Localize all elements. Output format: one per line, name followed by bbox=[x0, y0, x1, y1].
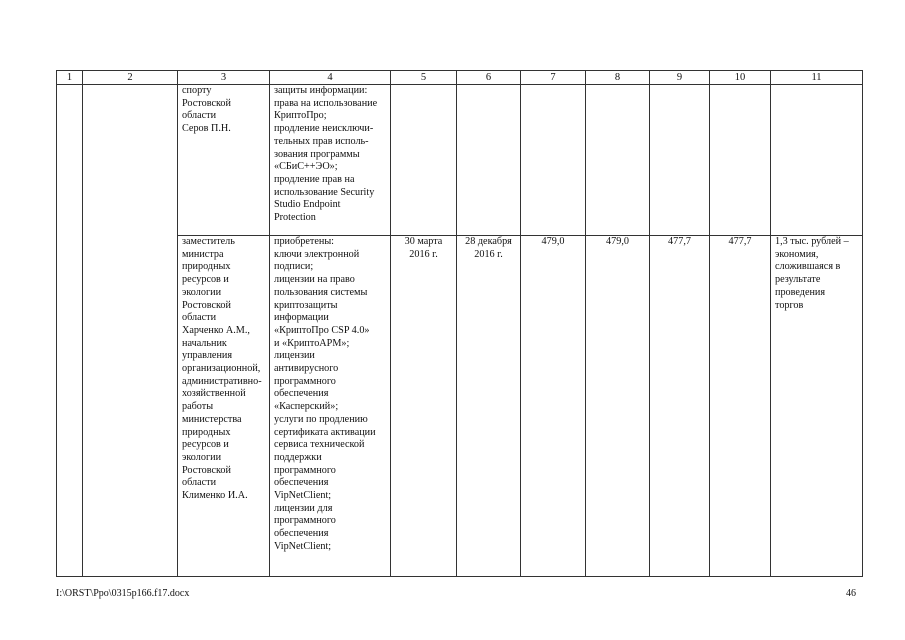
header-cell-8: 8 bbox=[586, 71, 650, 85]
cell-value-8 bbox=[586, 85, 650, 236]
cell-note bbox=[771, 85, 863, 236]
cell-value-8: 479,0 bbox=[586, 236, 650, 577]
cell-end-date bbox=[457, 85, 521, 236]
cell-responsible: спорту Ростовской области Серов П.Н. bbox=[178, 85, 270, 236]
header-cell-1: 1 bbox=[57, 71, 83, 85]
cell-col1 bbox=[57, 85, 83, 577]
cell-start-date bbox=[391, 85, 457, 236]
cell-value-7: 479,0 bbox=[521, 236, 586, 577]
header-cell-7: 7 bbox=[521, 71, 586, 85]
cell-value-7 bbox=[521, 85, 586, 236]
cell-end-date: 28 декабря 2016 г. bbox=[457, 236, 521, 577]
footer-file-path: I:\ORST\Ppo\0315p166.f17.docx bbox=[56, 588, 190, 599]
header-cell-10: 10 bbox=[710, 71, 771, 85]
header-cell-9: 9 bbox=[650, 71, 710, 85]
data-table bbox=[56, 70, 863, 577]
header-cell-4: 4 bbox=[270, 71, 391, 85]
cell-value-10 bbox=[710, 85, 771, 236]
header-cell-5: 5 bbox=[391, 71, 457, 85]
page-number: 46 bbox=[846, 588, 856, 599]
cell-col2 bbox=[83, 85, 178, 577]
cell-activity: приобретены: ключи электронной подписи; лицензии на право пользования системы криптозащиты информации «КриптоПро CSP 4.0» и «КриптоАРМ»; лицензии антивирусного программного обеспечения «Касперский»; услуги по продлению сертификата активации сервиса технической поддержки программного обеспечения VipNetClient; лицензии для программного обеспечения VipNetClient; bbox=[270, 236, 391, 577]
header-row bbox=[57, 71, 863, 85]
cell-value-9 bbox=[650, 85, 710, 236]
table-row bbox=[57, 85, 863, 236]
header-cell-2: 2 bbox=[83, 71, 178, 85]
header-cell-3: 3 bbox=[178, 71, 270, 85]
cell-value-9: 477,7 bbox=[650, 236, 710, 577]
cell-value-10: 477,7 bbox=[710, 236, 771, 577]
header-cell-11: 11 bbox=[771, 71, 863, 85]
header-cell-6: 6 bbox=[457, 71, 521, 85]
cell-responsible: заместитель министра природных ресурсов и экологии Ростовской области Харченко А.М., начальник управления организационной, административно- хозяйственной работы министерства природных ресурсов и экологии Ростовской области Клименко И.А. bbox=[178, 236, 270, 577]
cell-start-date: 30 марта 2016 г. bbox=[391, 236, 457, 577]
cell-note: 1,3 тыс. рублей – экономия, сложившаяся в результате проведения торгов bbox=[771, 236, 863, 577]
cell-activity: защиты информации: права на использование КриптоПро; продление неисключи- тельных прав исполь- зования программы «СБиС++ЭО»; продление прав на использование Security Studio Endpoint Protection bbox=[270, 85, 391, 236]
table-row bbox=[57, 236, 863, 577]
